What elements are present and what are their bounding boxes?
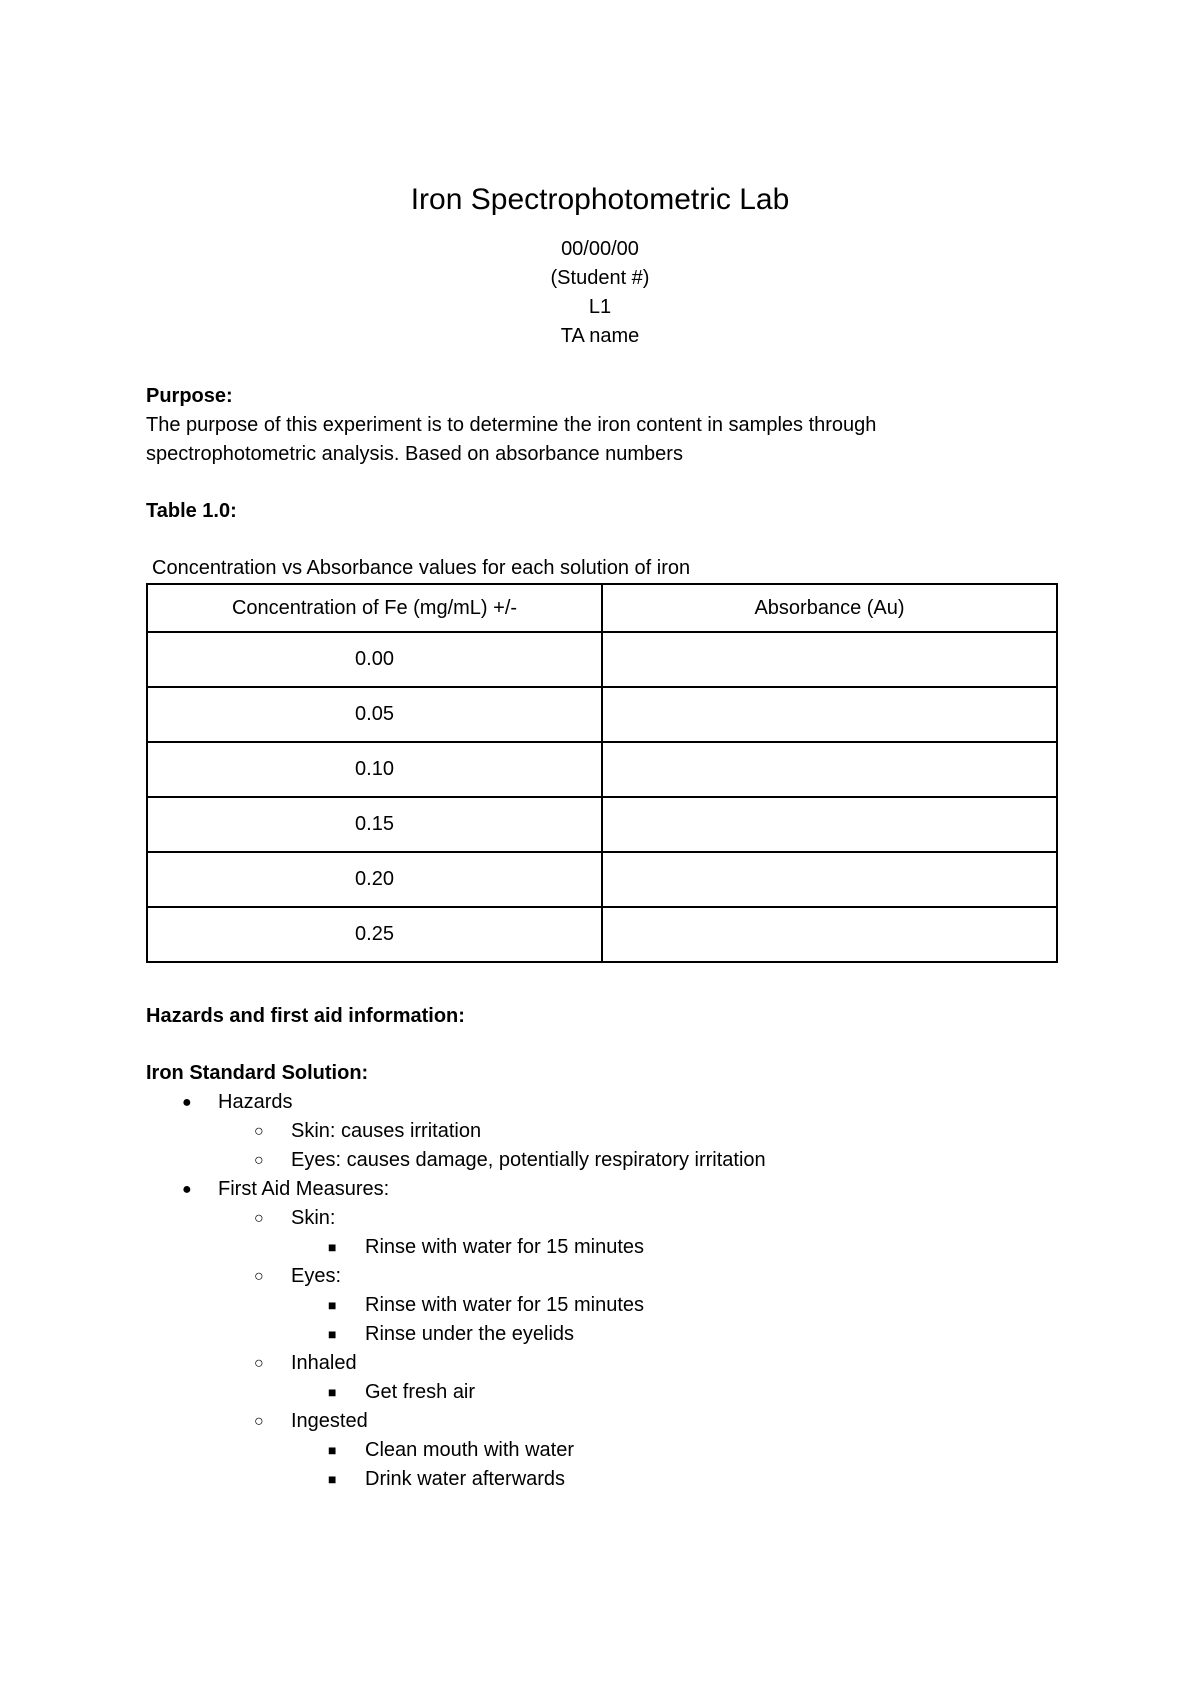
list-item <box>146 1349 1066 1378</box>
column-header-absorbance: Absorbance (Au) <box>602 584 1057 632</box>
inhaled-measures-list <box>146 1378 1066 1407</box>
concentration-cell: 0.20 <box>147 852 602 907</box>
table-row <box>147 907 1057 962</box>
hazards-list <box>146 1088 1066 1494</box>
table-row <box>147 742 1057 797</box>
ta-name-text: TA name <box>560 325 640 347</box>
table-row <box>147 797 1057 852</box>
list-item <box>146 1320 1066 1349</box>
list-item <box>146 1436 1066 1465</box>
circle-bullet-icon: ○ <box>254 1123 264 1140</box>
list-item <box>146 1117 1066 1146</box>
table-header-row <box>147 584 1057 632</box>
list-item <box>146 1146 1066 1175</box>
absorbance-cell[interactable] <box>602 632 1057 687</box>
list-item-label: Ingested <box>291 1410 368 1432</box>
list-item-label: Rinse with water for 15 minutes <box>365 1294 645 1316</box>
list-item-label: Clean mouth with water <box>365 1439 574 1461</box>
list-item-label: Eyes: causes damage, potentially respiratory irritation <box>291 1149 766 1171</box>
square-bullet-icon: ■ <box>328 1326 337 1342</box>
square-bullet-icon: ■ <box>328 1239 337 1255</box>
disc-bullet-icon: ● <box>182 1094 192 1111</box>
circle-bullet-icon: ○ <box>254 1268 264 1285</box>
document-meta <box>0 235 1200 351</box>
table-row <box>147 687 1057 742</box>
document-title: Iron Spectrophotometric Lab <box>410 183 790 216</box>
concentration-cell: 0.00 <box>147 632 602 687</box>
hazards-sublist <box>146 1117 1066 1175</box>
student-number-text: (Student #) <box>550 267 650 289</box>
date-text: 00/00/00 <box>561 238 639 260</box>
spacer <box>146 526 1066 554</box>
disc-bullet-icon: ● <box>182 1181 192 1198</box>
sublist-container <box>146 1204 1066 1494</box>
skin-measures-list <box>146 1233 1066 1262</box>
section-text: L1 <box>588 296 612 318</box>
sublist-container <box>146 1117 1066 1175</box>
concentration-cell: 0.15 <box>147 797 602 852</box>
sublist-container <box>146 1233 1066 1262</box>
spacer <box>146 469 1066 497</box>
list-item-label: Skin: causes irritation <box>291 1120 482 1142</box>
list-item-label: Skin: <box>291 1207 336 1229</box>
first-aid-sublist <box>146 1204 1066 1494</box>
list-item <box>146 1088 1066 1117</box>
absorbance-cell[interactable] <box>602 687 1057 742</box>
ingested-measures-list <box>146 1436 1066 1494</box>
circle-bullet-icon: ○ <box>254 1355 264 1372</box>
square-bullet-icon: ■ <box>328 1297 337 1313</box>
list-item-label: Inhaled <box>291 1352 357 1374</box>
column-header-concentration: Concentration of Fe (mg/mL) +/- <box>147 584 602 632</box>
list-item-label: Rinse with water for 15 minutes <box>365 1236 645 1258</box>
eyes-measures-list <box>146 1291 1066 1349</box>
concentration-cell: 0.25 <box>147 907 602 962</box>
spacer <box>146 963 1066 1002</box>
circle-bullet-icon: ○ <box>254 1413 264 1430</box>
list-item <box>146 1204 1066 1233</box>
concentration-absorbance-table <box>146 583 1058 963</box>
table-row <box>147 852 1057 907</box>
table-row <box>147 632 1057 687</box>
list-item <box>146 1465 1066 1494</box>
square-bullet-icon: ■ <box>328 1442 337 1458</box>
list-item-label: Drink water afterwards <box>365 1468 566 1490</box>
circle-bullet-icon: ○ <box>254 1210 264 1227</box>
list-item-label: First Aid Measures: <box>218 1178 390 1200</box>
document-body <box>146 382 1066 1494</box>
hazards-heading: Hazards and first aid information: <box>146 1005 465 1027</box>
absorbance-cell[interactable] <box>602 852 1057 907</box>
iron-standard-solution-heading: Iron Standard Solution: <box>146 1062 369 1084</box>
list-item-label: Hazards <box>218 1091 293 1113</box>
table-caption: Concentration vs Absorbance values for each solution of iron <box>152 557 691 579</box>
concentration-cell: 0.05 <box>147 687 602 742</box>
list-item <box>146 1378 1066 1407</box>
purpose-line-2: spectrophotometric analysis. Based on absorbance numbers <box>146 443 683 465</box>
list-item <box>146 1262 1066 1291</box>
list-item <box>146 1233 1066 1262</box>
list-item <box>146 1175 1066 1204</box>
square-bullet-icon: ■ <box>328 1471 337 1487</box>
absorbance-cell[interactable] <box>602 742 1057 797</box>
spacer <box>146 1031 1066 1059</box>
sublist-container <box>146 1378 1066 1407</box>
sublist-container <box>146 1291 1066 1349</box>
purpose-heading: Purpose: <box>146 385 233 407</box>
list-item-label: Eyes: <box>291 1265 342 1287</box>
list-item-label: Rinse under the eyelids <box>365 1323 575 1345</box>
absorbance-cell[interactable] <box>602 907 1057 962</box>
circle-bullet-icon: ○ <box>254 1152 264 1169</box>
square-bullet-icon: ■ <box>328 1384 337 1400</box>
list-item <box>146 1291 1066 1320</box>
sublist-container <box>146 1436 1066 1494</box>
table-heading: Table 1.0: <box>146 500 237 522</box>
absorbance-cell[interactable] <box>602 797 1057 852</box>
concentration-cell: 0.10 <box>147 742 602 797</box>
list-item-label: Get fresh air <box>365 1381 476 1403</box>
list-item <box>146 1407 1066 1436</box>
purpose-line-1: The purpose of this experiment is to determine the iron content in samples through <box>146 414 877 436</box>
